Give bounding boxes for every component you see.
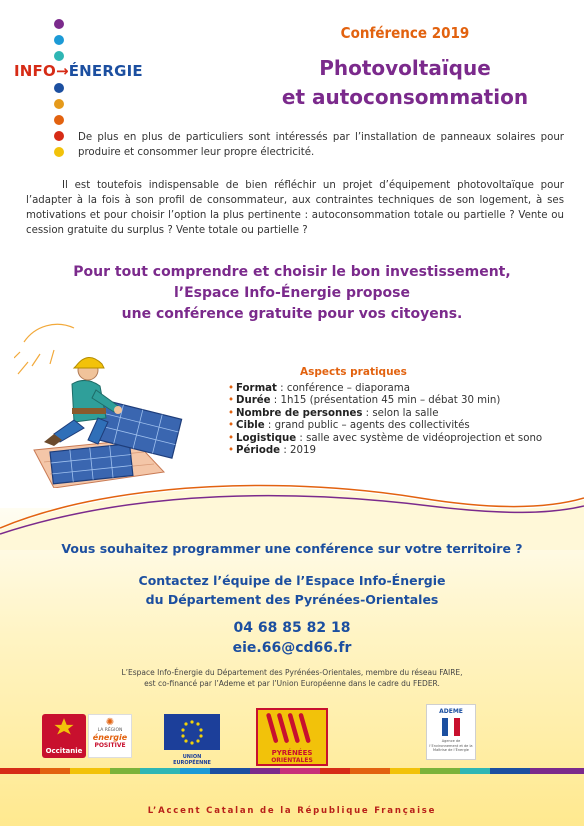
- aspect-text: : selon la salle: [362, 407, 439, 419]
- aspect-item: [228, 420, 548, 432]
- aspect-text: : grand public – agents des collectivités: [264, 420, 470, 432]
- eu-flag-icon: [164, 714, 220, 750]
- sun-icon: ✺: [105, 717, 115, 728]
- ademe-logo: [426, 704, 476, 760]
- aspect-label: Cible: [236, 420, 265, 432]
- aspect-text: : conférence – diaporama: [276, 383, 410, 394]
- aspect-item: [228, 433, 548, 445]
- contact-block: [0, 571, 584, 609]
- logo-energie: ÉNERGIE: [68, 62, 143, 80]
- email-link[interactable]: eie.66@cd66.fr: [232, 640, 352, 656]
- positive-label: POSITIVE: [94, 742, 126, 749]
- bullet-icon: •: [228, 395, 235, 407]
- footnote-line-1: L’Espace Info-Énergie du Département des Pyrénées-Orientales, membre du réseau FAIRE,: [121, 668, 463, 677]
- contact-question: Vous souhaitez programmer une conférence sur votre territoire ?: [61, 541, 523, 556]
- occitanie-cross-icon: [42, 714, 86, 744]
- aspect-label: Période: [236, 445, 281, 457]
- pitch-block: [0, 262, 584, 325]
- contact-details: [0, 618, 584, 658]
- marianne-icon: [442, 718, 460, 736]
- bullet-icon: •: [228, 383, 235, 394]
- aspect-item: [228, 383, 548, 395]
- contact-line-1: Contactez l’équipe de l’Espace Info-Énergie: [138, 573, 446, 588]
- intro-paragraph: De plus en plus de particuliers sont intéressés par l’installation de panneaux solaires pour produire et consommer leur propre électricité.: [78, 132, 564, 158]
- pitch-line-2: l’Espace Info-Énergie propose: [174, 285, 410, 301]
- arrow-icon: →: [55, 62, 69, 80]
- multicolor-stripe: [0, 768, 584, 774]
- logo-info: INFO: [14, 62, 56, 80]
- region-label: LA RÉGION: [97, 728, 123, 733]
- footnote-line-2: est co-financé par l’Ademe et par l’Union Européenne dans le cadre du FEDER.: [144, 679, 440, 688]
- slogan: L’Accent Catalan de la République Française: [147, 806, 437, 816]
- energie-positive-logo: [88, 714, 132, 758]
- page-title: [226, 54, 584, 112]
- bullet-icon: •: [228, 420, 235, 432]
- occitanie-label: Occitanie: [45, 747, 83, 755]
- pitch-line-1: Pour tout comprendre et choisir le bon investissement,: [73, 264, 511, 280]
- bullet-icon: •: [228, 432, 235, 444]
- catalan-stripes-icon: [258, 710, 326, 746]
- title-line-2: et autoconsommation: [281, 85, 529, 109]
- contact-line-2: du Département des Pyrénées-Orientales: [145, 592, 439, 607]
- aspect-text: : 1h15 (présentation 45 min – débat 30 min): [270, 395, 501, 407]
- title-line-1: Photovoltaïque: [319, 56, 491, 80]
- po-line-1: PYRÉNÉES: [271, 749, 313, 757]
- conference-label: Conférence 2019: [340, 24, 470, 42]
- info-energie-logo: [14, 62, 143, 80]
- funding-footnote: [0, 667, 584, 689]
- aspect-label: Logistique: [236, 432, 297, 444]
- eu-logo: [164, 714, 220, 766]
- aspect-label: Nombre de personnes: [236, 407, 363, 419]
- phone-number[interactable]: 04 68 85 82 18: [233, 620, 351, 636]
- aspect-label: Durée: [236, 395, 271, 407]
- bullet-icon: •: [228, 407, 235, 419]
- aspect-item: [228, 395, 548, 407]
- po-line-2: ORIENTALES: [271, 757, 313, 764]
- ademe-label: ADEME: [439, 708, 463, 715]
- eu-label: UNION EUROPÉENNE: [173, 754, 211, 766]
- ademe-subtitle: Agence de l’Environnement et de la Maîtrise de l’Énergie: [429, 739, 473, 752]
- pyrenees-orientales-logo: [256, 708, 328, 766]
- aspects-title: Aspects pratiques: [300, 366, 407, 378]
- body-paragraph: Il est toutefois indispensable de bien réfléchir un projet d’équipement photovoltaïque pour l’adapter à la fois à son profil de consommateur, aux contraintes techniques de son logement, à ses motivations et pour choisir l’option la plus pertinente : autoconsommation totale ou partielle ? Vente ou cession gratuite du surplus ? Vente totale ou partielle ?: [26, 180, 564, 236]
- aspect-item: [228, 408, 548, 420]
- solar-installer-illustration: [14, 322, 224, 488]
- aspect-text: : 2019: [280, 445, 316, 457]
- energie-label: énergie: [92, 733, 128, 742]
- occitanie-logo: [42, 714, 86, 758]
- aspect-item: [228, 445, 548, 457]
- aspect-label: Format: [236, 383, 277, 394]
- pitch-line-3: une conférence gratuite pour vos citoyens.: [121, 306, 463, 322]
- aspects-list: [228, 383, 548, 457]
- aspect-text: : salle avec système de vidéoprojection et sono: [296, 432, 543, 444]
- bullet-icon: •: [228, 445, 235, 457]
